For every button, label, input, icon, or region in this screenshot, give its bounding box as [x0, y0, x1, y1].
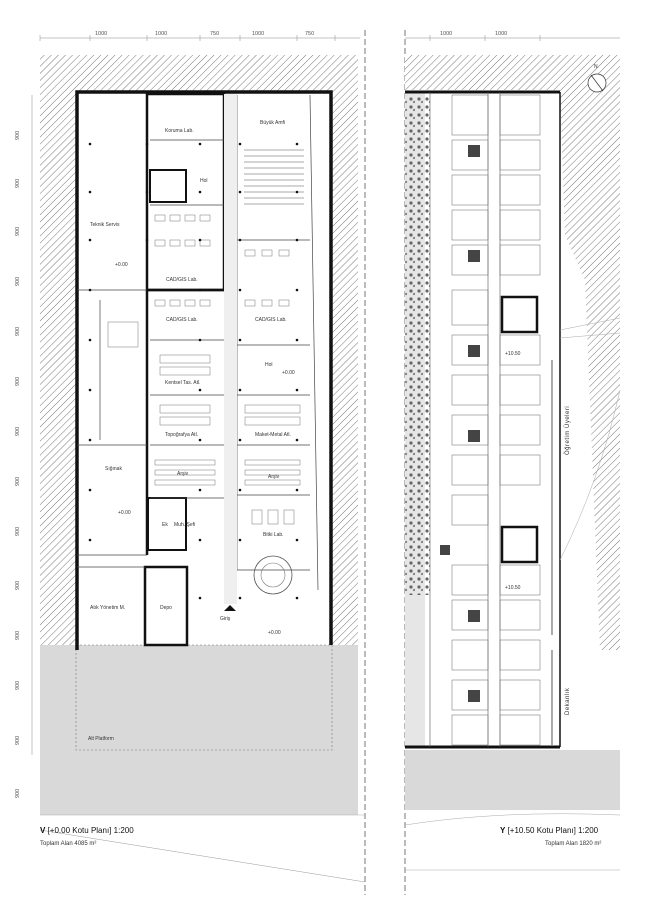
- dim-top-2: 1000: [155, 31, 168, 37]
- dim-top-5: 750: [305, 31, 315, 37]
- zone-ogretim-uyeleri: Öğretim Üyeleri: [565, 405, 571, 455]
- room-topografya: Topoğrafya Atl.: [165, 432, 199, 438]
- dim-top-right-2: 1000: [495, 31, 508, 37]
- room-cad-gis-2: CAD/GIS Lab.: [166, 317, 198, 323]
- plan-scale-left: 1:200: [113, 826, 134, 835]
- room-arsiv-left: Arşiv: [177, 471, 189, 477]
- plan-title-left: [40, 826, 134, 835]
- dim-side-10: 900: [15, 580, 21, 590]
- dim-side-13: 900: [15, 735, 21, 745]
- room-arsiv-right: Arşiv: [268, 474, 280, 480]
- room-depo: Depo: [160, 605, 172, 611]
- room-hol-upper: Hol: [200, 178, 208, 184]
- area-alt-platform: Alt Platform: [88, 736, 114, 742]
- entrance-label: Giriş: [220, 616, 231, 622]
- north-label: N: [594, 64, 598, 70]
- room-siginak: Sığınak: [105, 466, 122, 472]
- dim-side-7: 900: [15, 426, 21, 436]
- dim-top-4: 1000: [252, 31, 265, 37]
- dim-side-11: 900: [15, 630, 21, 640]
- room-cad-gis-3: CAD/GIS Lab.: [255, 317, 287, 323]
- plan-name-right: [+10.50 Kotu Planı]: [507, 826, 576, 835]
- room-muh-sefi: Muh. Şefi: [174, 522, 196, 528]
- level-left-1: +0.00: [115, 262, 128, 268]
- dim-side-4: 900: [15, 276, 21, 286]
- room-koruma-lab: Koruma Lab.: [165, 128, 194, 134]
- dim-top-right-1: 1000: [440, 31, 453, 37]
- room-kentsel-tas: Kentsel Tas. Atl.: [165, 380, 201, 386]
- dim-side-8: 900: [15, 476, 21, 486]
- dim-side-9: 900: [15, 526, 21, 536]
- plan-letter-left: V: [40, 826, 46, 835]
- dim-side-14: 900: [15, 788, 21, 798]
- room-cad-gis-1: CAD/GIS Lab.: [166, 277, 198, 283]
- dim-side-12: 900: [15, 680, 21, 690]
- plan-title-right: [500, 826, 598, 835]
- room-atik-yonetim: Atık Yönetim M.: [90, 605, 126, 611]
- dim-side-6: 900: [15, 376, 21, 386]
- plan-name-left: [+0.00 Kotu Planı]: [47, 826, 112, 835]
- room-teknik-servis: Teknik Servis: [90, 222, 120, 228]
- plan-area-left: Toplam Alan 4085 m²: [40, 841, 97, 847]
- plan-letter-right: Y: [500, 826, 506, 835]
- level-hol: +0.00: [282, 370, 295, 376]
- plan-area-right: Toplam Alan 1820 m²: [545, 841, 602, 847]
- dim-side-1: 900: [15, 130, 21, 140]
- dim-side-5: 900: [15, 326, 21, 336]
- level-left-3: +0.00: [268, 630, 281, 636]
- level-right-a: +10.50: [505, 351, 521, 357]
- room-bitki-lab: Bitki Lab.: [263, 532, 284, 538]
- dim-side-2: 900: [15, 178, 21, 188]
- room-ek: Ek: [162, 522, 168, 528]
- room-buyuk-amfi: Büyük Amfi: [260, 120, 286, 126]
- dim-side-3: 900: [15, 226, 21, 236]
- level-left-2: +0.00: [118, 510, 131, 516]
- level-right-b: +10.50: [505, 585, 521, 591]
- zone-dekanlik: Dekanlık: [565, 687, 571, 715]
- dim-top-1: 1000: [95, 31, 108, 37]
- room-hol-middle: Hol: [265, 362, 273, 368]
- room-maket-metal: Maket-Metal Atl.: [255, 432, 291, 438]
- plan-scale-right: 1:200: [578, 826, 599, 835]
- dim-top-3: 750: [210, 31, 220, 37]
